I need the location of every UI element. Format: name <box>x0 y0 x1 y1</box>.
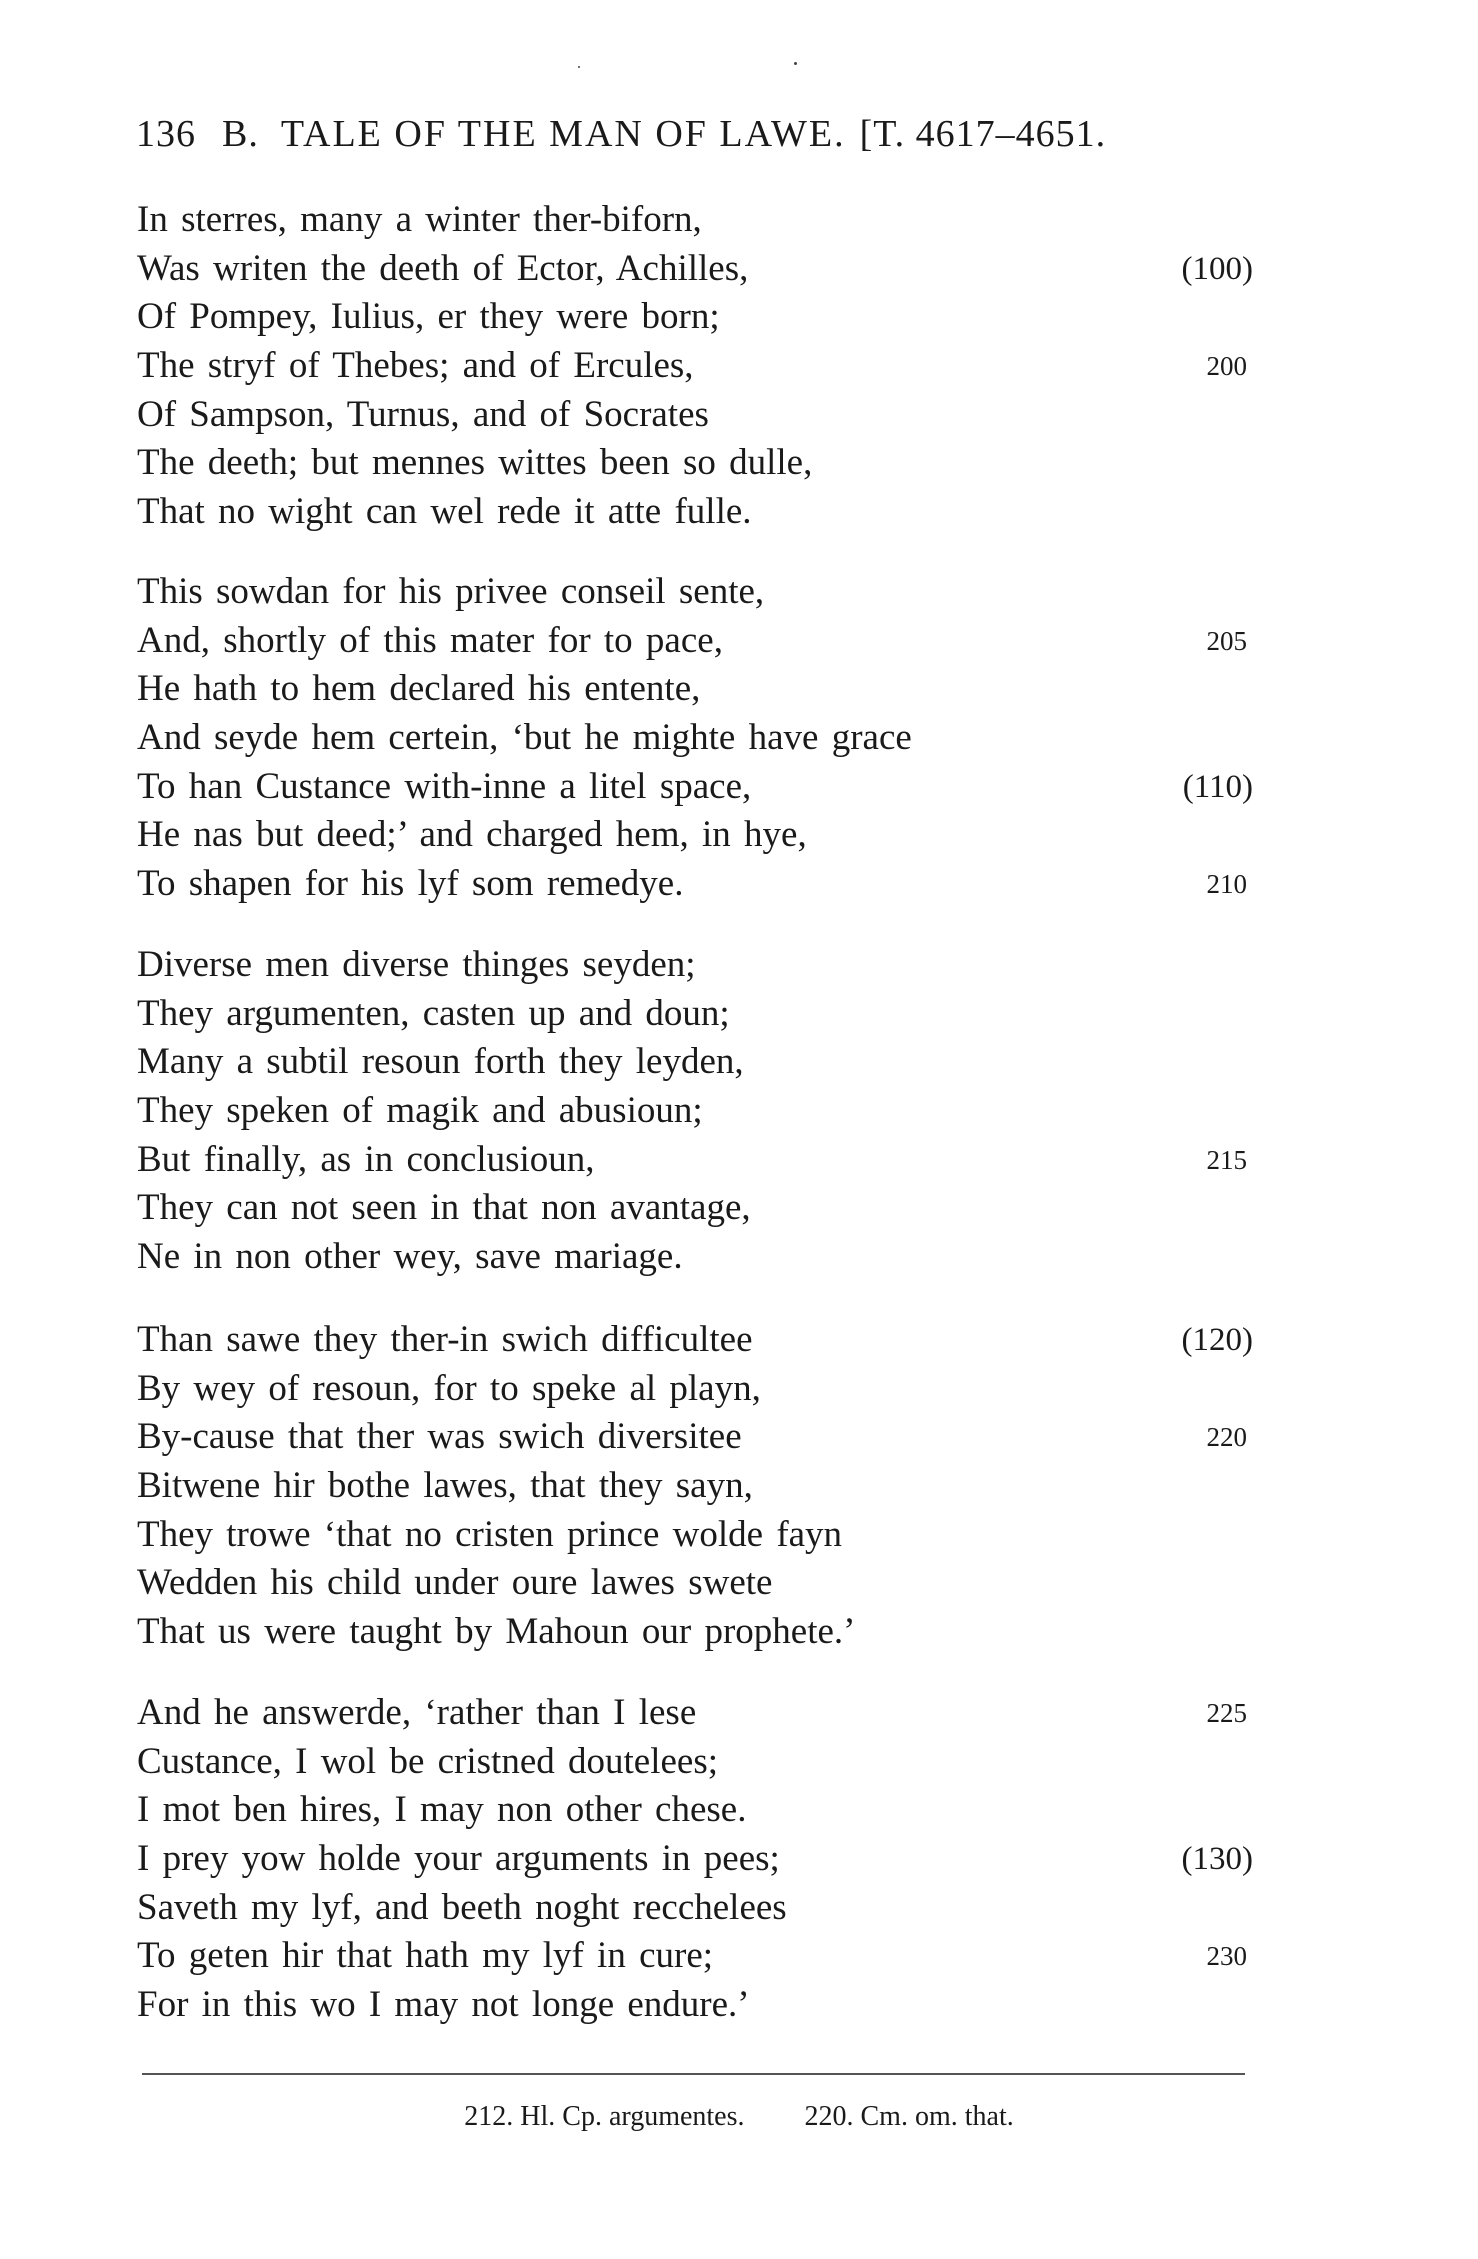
line-number: 225 <box>1206 1698 1247 1728</box>
verse-line <box>137 1559 1247 1608</box>
line-range: [T. 4617–4651. <box>859 113 1107 155</box>
verse-line <box>137 568 1247 617</box>
verse-line <box>137 617 1247 666</box>
verse-line <box>137 665 1247 714</box>
verse-text: I mot ben hires, I may non other chese. <box>137 1789 747 1831</box>
verse-text: By wey of resoun, for to speke al playn, <box>137 1367 761 1409</box>
verse-text: Many a subtil resoun forth they leyden, <box>137 1041 744 1083</box>
verse-line <box>137 1981 1247 2030</box>
verse-line <box>137 1365 1247 1414</box>
verse-text: He hath to hem declared his entente, <box>137 668 701 710</box>
stanza-4 <box>137 1316 1253 1657</box>
ink-speck <box>794 62 797 65</box>
verse-text: And he answerde, ‘rather than I lese <box>137 1692 697 1733</box>
line-number: 215 <box>1206 1144 1247 1175</box>
running-header <box>136 112 1246 156</box>
footnote-rule <box>142 2073 1245 2075</box>
verse-line <box>137 391 1247 440</box>
verse-text: Wedden his child under oure lawes swete <box>137 1562 773 1604</box>
line-number: 205 <box>1206 625 1247 656</box>
verse-text: But finally, as in conclusioun, <box>137 1138 595 1180</box>
verse-text: Bitwene hir bothe lawes, that they sayn, <box>137 1465 753 1507</box>
verse-line <box>137 1233 1247 1282</box>
stanza-2 <box>137 568 1253 909</box>
verse-text: I prey yow holde your arguments in pees; <box>137 1838 780 1880</box>
verse-line <box>137 1462 1247 1511</box>
verse-text: The stryf of Thebes; and of Ercules, <box>137 345 694 387</box>
verse-line <box>137 811 1247 860</box>
verse-text: To geten hir that hath my lyf in cure; <box>137 1935 714 1977</box>
verse-line <box>137 1608 1247 1657</box>
verse-text: They speken of magik and abusioun; <box>137 1090 703 1132</box>
stanza-3 <box>137 941 1247 1282</box>
verse-line <box>137 1738 1247 1787</box>
verse-line <box>137 1511 1247 1560</box>
verse-text: Saveth my lyf, and beeth noght recchelees <box>137 1886 787 1928</box>
verse-text: In sterres, many a winter ther-biforn, <box>137 199 702 240</box>
verse-line <box>137 1835 1253 1884</box>
verse-text: To shapen for his lyf som remedye. <box>137 863 684 905</box>
verse-line <box>137 245 1253 294</box>
verse-text: By-cause that ther was swich diversitee <box>137 1416 742 1458</box>
verse-line <box>137 1316 1253 1365</box>
footnote-220: 220. Cm. om. that. <box>804 2101 1014 2132</box>
verse-line <box>137 1786 1247 1835</box>
verse-text: And seyde hem certein, ‘but he mighte have grace <box>137 717 912 759</box>
verse-line <box>137 1184 1247 1233</box>
verse-text: Of Pompey, Iulius, er they were born; <box>137 296 720 338</box>
verse-line <box>137 714 1247 763</box>
line-number: 200 <box>1206 351 1247 382</box>
verse-text: That no wight can wel rede it atte fulle. <box>137 491 752 533</box>
verse-line <box>137 196 1247 245</box>
verse-line <box>137 439 1247 488</box>
verse-line <box>137 1136 1247 1185</box>
line-number: 230 <box>1206 1941 1247 1972</box>
footnote-212: 212. Hl. Cp. argumentes. <box>464 2101 745 2132</box>
verse-line <box>137 1884 1247 1933</box>
stanza-1 <box>137 196 1253 537</box>
verse-text: They can not seen in that non avantage, <box>137 1187 751 1229</box>
line-number: (100) <box>1181 250 1253 287</box>
verse-text: For in this wo I may not longe endure.’ <box>137 1984 750 2026</box>
verse-text: That us were taught by Mahoun our prophete.’ <box>137 1611 856 1653</box>
verse-text: They trowe ‘that no cristen prince wolde fayn <box>137 1513 843 1555</box>
verse-text: To han Custance with-inne a litel space, <box>137 765 752 807</box>
verse-line <box>137 990 1247 1039</box>
stanza-5 <box>137 1689 1253 2030</box>
line-number: (120) <box>1181 1322 1253 1358</box>
verse-text: The deeth; but mennes wittes been so dulle, <box>137 442 813 484</box>
verse-line <box>137 293 1247 342</box>
verse-line <box>137 1932 1247 1981</box>
ink-speck <box>578 66 580 68</box>
verse-text: He nas but deed;’ and charged hem, in hye, <box>137 814 807 856</box>
verse-text: Of Sampson, Turnus, and of Socrates <box>137 393 709 435</box>
verse-text: Custance, I wol be cristned doutelees; <box>137 1740 718 1782</box>
line-number: 210 <box>1206 869 1247 900</box>
verse-text: Ne in non other wey, save mariage. <box>137 1236 683 1278</box>
line-number: (110) <box>1182 768 1253 805</box>
verse-line <box>137 763 1253 812</box>
verse-line <box>137 1413 1247 1462</box>
verse-line <box>137 941 1247 990</box>
section-letter: B. <box>222 113 259 155</box>
verse-text: Diverse men diverse thinges seyden; <box>137 944 696 985</box>
verse-text: They argumenten, casten up and doun; <box>137 992 730 1034</box>
verse-line <box>137 860 1247 909</box>
verse-text: Than sawe they ther-in swich difficultee <box>137 1319 753 1360</box>
running-title: TALE OF THE MAN OF LAWE. <box>280 113 846 155</box>
page-number: 136 <box>136 113 196 155</box>
verse-line <box>137 1038 1247 1087</box>
verse-text: And, shortly of this mater for to pace, <box>137 619 723 661</box>
footnotes <box>0 2101 1478 2133</box>
verse-line <box>137 1689 1247 1738</box>
verse-line <box>137 342 1247 391</box>
verse-text: This sowdan for his privee conseil sente, <box>137 571 765 612</box>
verse-line <box>137 1087 1247 1136</box>
line-number: 220 <box>1206 1422 1247 1453</box>
verse-line <box>137 488 1247 537</box>
line-number: (130) <box>1181 1841 1253 1878</box>
verse-text: Was writen the deeth of Ector, Achilles, <box>137 247 749 289</box>
